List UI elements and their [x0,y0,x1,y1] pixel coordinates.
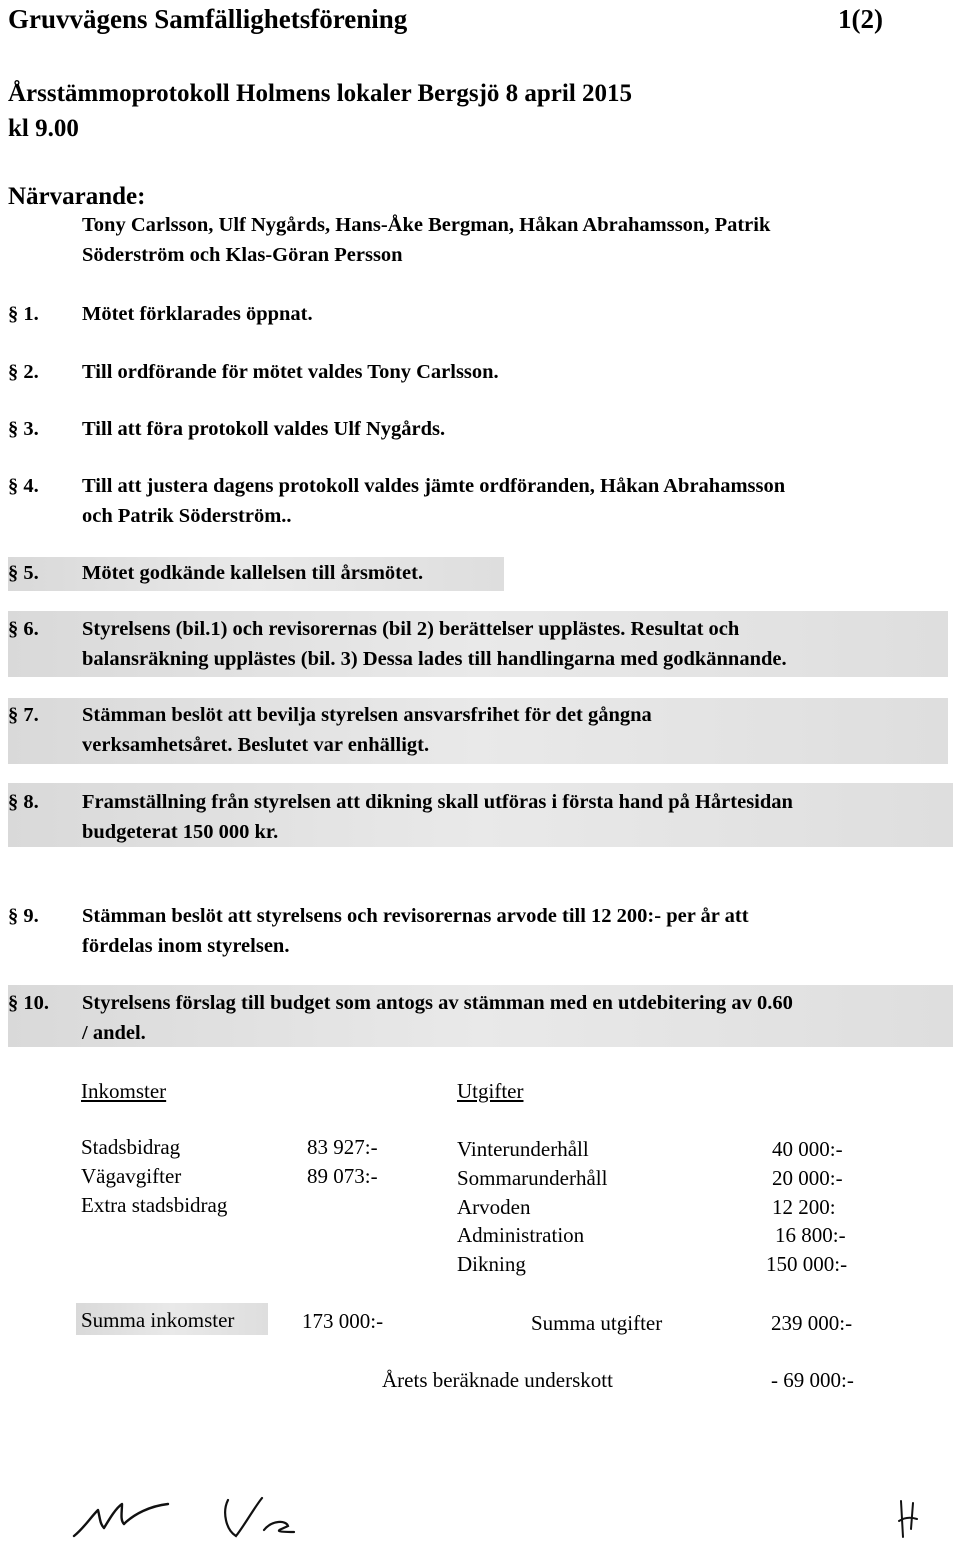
signature-initials [893,1497,923,1541]
item-text: Stämman beslöt att bevilja styrelsen ansvarsfrihet för det gångna [82,704,652,726]
signature-initials [214,1490,304,1540]
item-text: Till att föra protokoll valdes Ulf Nygårds. [82,418,446,440]
expense-heading: Utgifter [457,1079,524,1103]
income-heading: Inkomster [81,1079,167,1103]
item-number: § 4. [8,475,39,497]
item-number: § 8. [8,791,39,813]
income-amount: 89 073:- [307,1164,378,1188]
item-number: § 7. [8,704,39,726]
item-number: § 6. [8,618,39,640]
item-text: Mötet förklarades öppnat. [82,303,313,325]
item-number: § 9. [8,905,39,927]
item-number: § 2. [8,361,39,383]
expense-amount: 12 200: [772,1195,836,1219]
item-text: Till att justera dagens protokoll valdes jämte ordföranden, Håkan Abrahamsson [82,475,786,497]
attendance-heading: Närvarande: [8,183,146,210]
deficit-amount: - 69 000:- [771,1368,854,1392]
item-number: § 1. [8,303,39,325]
item-text: budgeterat 150 000 kr. [82,821,279,843]
meeting-time: kl 9.00 [8,115,79,142]
meeting-title: Årsstämmoprotokoll Holmens lokaler Bergsjö 8 april 2015 [8,80,633,107]
expense-label: Arvoden [457,1195,531,1219]
item-text: Styrelsens förslag till budget som antogs av stämman med en utdebitering av 0.60 [82,992,793,1014]
item-number: § 5. [8,562,39,584]
deficit-label: Årets beräknade underskott [382,1368,613,1392]
org-name: Gruvvägens Samfällighetsförening [8,4,408,34]
income-label: Vägavgifter [81,1164,182,1188]
income-total-label: Summa inkomster [81,1308,235,1332]
expense-total: 239 000:- [771,1311,853,1335]
expense-label: Administration [457,1223,585,1247]
expense-amount: 20 000:- [772,1166,843,1190]
income-total: 173 000:- [302,1309,384,1333]
expense-amount: 40 000:- [772,1137,843,1161]
item-text: och Patrik Söderström.. [82,505,292,527]
expense-total-label: Summa utgifter [531,1311,663,1335]
item-text: Stämman beslöt att styrelsens och revisorernas arvode till 12 200:- per år att [82,905,749,927]
income-amount: 83 927:- [307,1135,378,1159]
page-number: 1(2) [838,4,883,34]
attendance-line: Söderström och Klas-Göran Persson [82,244,403,266]
item-text: Styrelsens (bil.1) och revisorernas (bil 2) berättelser upplästes. Resultat och [82,618,740,640]
item-text: Framställning från styrelsen att dikning skall utföras i första hand på Hårtesidan [82,791,793,813]
item-text: balansräkning upplästes (bil. 3) Dessa lades till handlingarna med godkännande. [82,648,787,670]
expense-label: Sommarunderhåll [457,1166,608,1190]
signature-initials [70,1488,180,1540]
item-text: / andel. [82,1022,146,1044]
item-number: § 3. [8,418,39,440]
expense-label: Dikning [457,1252,526,1276]
item-text: verksamhetsåret. Beslutet var enhälligt. [82,734,430,756]
item-text: fördelas inom styrelsen. [82,935,290,957]
income-label: Stadsbidrag [81,1135,181,1159]
income-label: Extra stadsbidrag [81,1193,228,1217]
expense-label: Vinterunderhåll [457,1137,589,1161]
item-number: § 10. [8,992,49,1014]
item-text: Mötet godkände kallelsen till årsmötet. [82,562,424,584]
item-text: Till ordförande för mötet valdes Tony Carlsson. [82,361,499,383]
attendance-line: Tony Carlsson, Ulf Nygårds, Hans-Åke Bergman, Håkan Abrahamsson, Patrik [82,214,771,236]
expense-amount: 16 800:- [775,1223,846,1247]
expense-amount: 150 000:- [766,1252,848,1276]
